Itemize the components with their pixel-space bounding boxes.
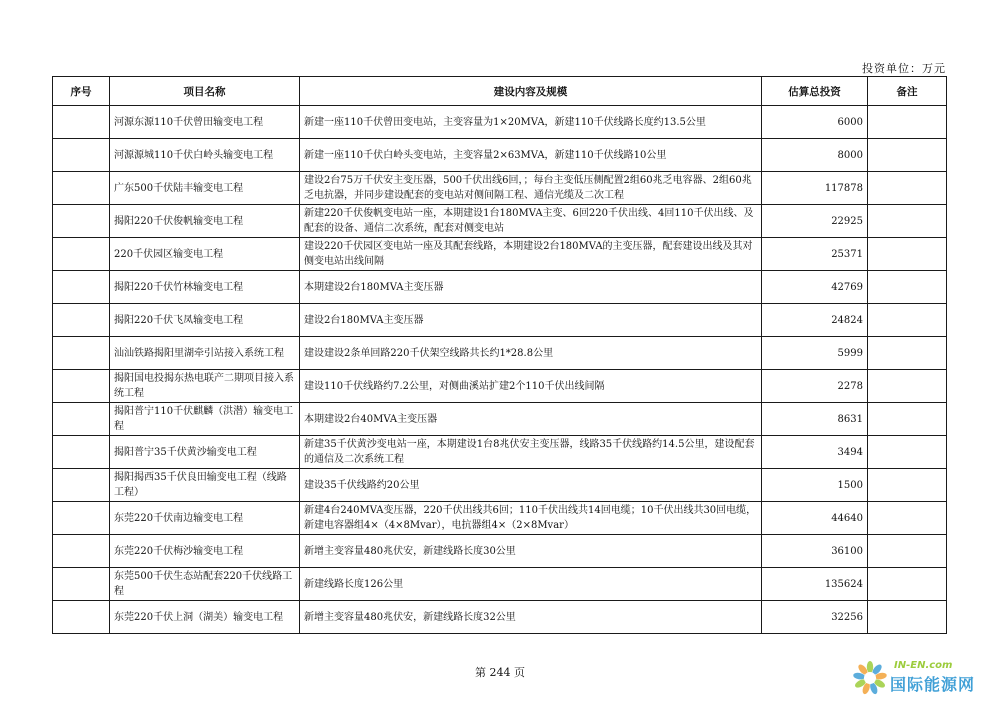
table-row [53, 106, 947, 139]
cell-estimated-investment: 42769 [762, 271, 868, 304]
table-row [53, 601, 947, 634]
cell-serial-no [53, 238, 110, 271]
table-row [53, 502, 947, 535]
cell-serial-no [53, 205, 110, 238]
watermark-name: 国际能源网 [890, 675, 976, 694]
cell-serial-no [53, 535, 110, 568]
cell-serial-no [53, 139, 110, 172]
cell-estimated-investment: 32256 [762, 601, 868, 634]
cell-content-scale: 新建35千伏黄沙变电站一座，本期建设1台8兆伏安主变压器，线路35千伏线路约14.5公里，建设配套的通信及二次系统工程 [300, 436, 762, 469]
table-row [53, 535, 947, 568]
cell-content-scale: 建设2台75万千伏安主变压器，500千伏出线6回，；每台主变低压侧配置2组60兆乏电容器、2组60兆乏电抗器，并同步建设配套的变电站对侧间隔工程、通信光缆及二次工程 [300, 172, 762, 205]
cell-estimated-investment: 6000 [762, 106, 868, 139]
cell-estimated-investment: 117878 [762, 172, 868, 205]
table-row [53, 370, 947, 403]
cell-content-scale: 新建一座110千伏曾田变电站，主变容量为1×20MVA，新建110千伏线路长度约13.5公里 [300, 106, 762, 139]
cell-estimated-investment: 36100 [762, 535, 868, 568]
cell-remarks [868, 601, 947, 634]
cell-serial-no [53, 403, 110, 436]
watermark-url: IN-EN.com [894, 660, 953, 671]
cell-remarks [868, 502, 947, 535]
cell-estimated-investment: 5999 [762, 337, 868, 370]
cell-serial-no [53, 172, 110, 205]
project-table [52, 76, 947, 634]
cell-project-name: 揭阳普宁110千伏麒麟（洪潜）输变电工程 [110, 403, 300, 436]
cell-estimated-investment: 135624 [762, 568, 868, 601]
cell-remarks [868, 337, 947, 370]
cell-project-name: 东莞500千伏生态站配套220千伏线路工程 [110, 568, 300, 601]
cell-serial-no [53, 469, 110, 502]
cell-project-name: 河源源城110千伏白岭头输变电工程 [110, 139, 300, 172]
cell-remarks [868, 469, 947, 502]
watermark-logo [850, 658, 990, 698]
sun-leaf-icon [850, 658, 890, 698]
table-row [53, 205, 947, 238]
cell-estimated-investment: 8000 [762, 139, 868, 172]
cell-estimated-investment: 8631 [762, 403, 868, 436]
cell-remarks [868, 205, 947, 238]
cell-content-scale: 新建一座110千伏白岭头变电站，主变容量2×63MVA，新建110千伏线路10公里 [300, 139, 762, 172]
cell-serial-no [53, 304, 110, 337]
cell-remarks [868, 370, 947, 403]
table-header-row [53, 77, 947, 106]
cell-serial-no [53, 436, 110, 469]
table-row [53, 436, 947, 469]
cell-serial-no [53, 106, 110, 139]
header-remarks: 备注 [868, 77, 947, 106]
cell-project-name: 揭阳220千伏竹林输变电工程 [110, 271, 300, 304]
cell-serial-no [53, 502, 110, 535]
cell-project-name: 揭阳220千伏飞凤输变电工程 [110, 304, 300, 337]
cell-remarks [868, 403, 947, 436]
cell-estimated-investment: 2278 [762, 370, 868, 403]
cell-project-name: 揭阳220千伏俊帆输变电工程 [110, 205, 300, 238]
table-row [53, 469, 947, 502]
cell-content-scale: 建设110千伏线路约7.2公里，对侧曲溪站扩建2个110千伏出线间隔 [300, 370, 762, 403]
cell-project-name: 东莞220千伏上洞（湖美）输变电工程 [110, 601, 300, 634]
cell-content-scale: 建设2台180MVA主变压器 [300, 304, 762, 337]
cell-estimated-investment: 1500 [762, 469, 868, 502]
table-row [53, 304, 947, 337]
cell-project-name: 东莞220千伏南边输变电工程 [110, 502, 300, 535]
cell-project-name: 揭阳普宁35千伏黄沙输变电工程 [110, 436, 300, 469]
cell-project-name: 河源东源110千伏曾田输变电工程 [110, 106, 300, 139]
cell-serial-no [53, 370, 110, 403]
header-serial-no: 序号 [53, 77, 110, 106]
cell-estimated-investment: 24824 [762, 304, 868, 337]
cell-estimated-investment: 25371 [762, 238, 868, 271]
cell-content-scale: 本期建设2台40MVA主变压器 [300, 403, 762, 436]
cell-serial-no [53, 601, 110, 634]
cell-remarks [868, 238, 947, 271]
cell-project-name: 汕汕铁路揭阳里湖牵引站接入系统工程 [110, 337, 300, 370]
cell-remarks [868, 139, 947, 172]
table-row [53, 139, 947, 172]
cell-content-scale: 新增主变容量480兆伏安，新建线路长度30公里 [300, 535, 762, 568]
header-estimated-investment: 估算总投资 [762, 77, 868, 106]
cell-project-name: 广东500千伏陆丰输变电工程 [110, 172, 300, 205]
cell-remarks [868, 304, 947, 337]
cell-content-scale: 建设220千伏园区变电站一座及其配套线路，本期建设2台180MVA的主变压器，配套建设出线及其对侧变电站出线间隔 [300, 238, 762, 271]
page-number: 第 244 页 [475, 666, 525, 679]
cell-remarks [868, 436, 947, 469]
cell-estimated-investment: 22925 [762, 205, 868, 238]
cell-project-name: 揭阳国电投揭东热电联产二期项目接入系统工程 [110, 370, 300, 403]
table-row [53, 568, 947, 601]
cell-content-scale: 新增主变容量480兆伏安，新建线路长度32公里 [300, 601, 762, 634]
cell-content-scale: 建设建设2条单回路220千伏架空线路共长约1*28.8公里 [300, 337, 762, 370]
cell-content-scale: 新建220千伏俊帆变电站一座，本期建设1台180MVA主变、6回220千伏出线、4回110千伏出线、及配套的设备、通信二次系统，配套对侧变电站 [300, 205, 762, 238]
cell-content-scale: 建设35千伏线路约20公里 [300, 469, 762, 502]
cell-project-name: 揭阳揭西35千伏良田输变电工程（线路工程） [110, 469, 300, 502]
cell-remarks [868, 172, 947, 205]
header-project-name: 项目名称 [110, 77, 300, 106]
cell-remarks [868, 568, 947, 601]
table-row [53, 403, 947, 436]
cell-estimated-investment: 44640 [762, 502, 868, 535]
logo-petal [867, 661, 873, 673]
table-row [53, 271, 947, 304]
cell-serial-no [53, 568, 110, 601]
header-content-scale: 建设内容及规模 [300, 77, 762, 106]
cell-project-name: 东莞220千伏梅沙输变电工程 [110, 535, 300, 568]
cell-serial-no [53, 271, 110, 304]
cell-remarks [868, 271, 947, 304]
table-row [53, 172, 947, 205]
table-row [53, 238, 947, 271]
cell-content-scale: 新建4台240MVA变压器，220千伏出线共6回；110千伏出线共14回电缆；10千伏出线共30回电缆，新建电容器组4×（4×8Mvar），电抗器组4×（2×8Mvar） [300, 502, 762, 535]
cell-remarks [868, 535, 947, 568]
investment-unit-label: 投资单位：万元 [862, 62, 946, 75]
cell-estimated-investment: 3494 [762, 436, 868, 469]
cell-project-name: 220千伏园区输变电工程 [110, 238, 300, 271]
cell-content-scale: 本期建设2台180MVA主变压器 [300, 271, 762, 304]
cell-content-scale: 新建线路长度126公里 [300, 568, 762, 601]
cell-serial-no [53, 337, 110, 370]
table-row [53, 337, 947, 370]
cell-remarks [868, 106, 947, 139]
